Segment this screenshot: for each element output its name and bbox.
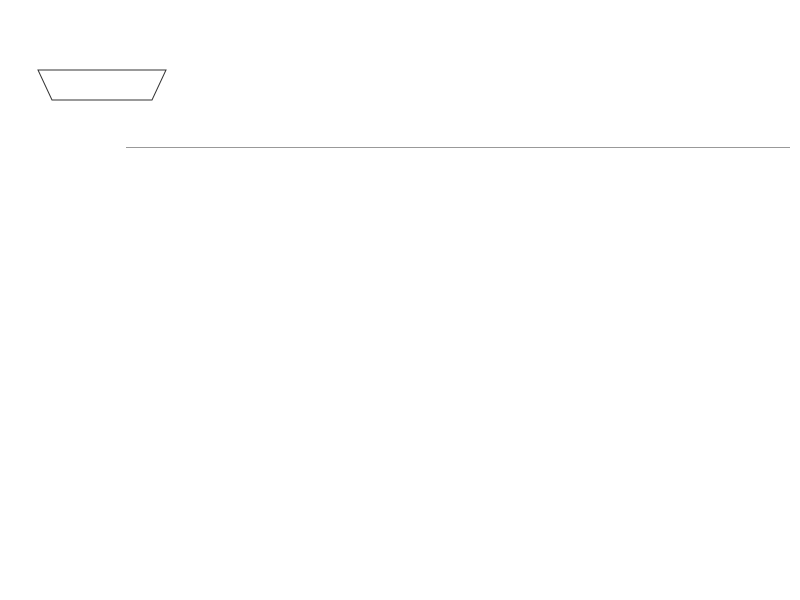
header-pin	[126, 134, 188, 148]
pinout-table	[126, 134, 790, 148]
table-header-row	[126, 134, 790, 148]
header-name	[188, 134, 280, 148]
header-itu-t	[280, 134, 368, 148]
db25-connector-diagram	[32, 60, 172, 110]
header-description	[432, 134, 790, 148]
header-dir	[368, 134, 432, 148]
